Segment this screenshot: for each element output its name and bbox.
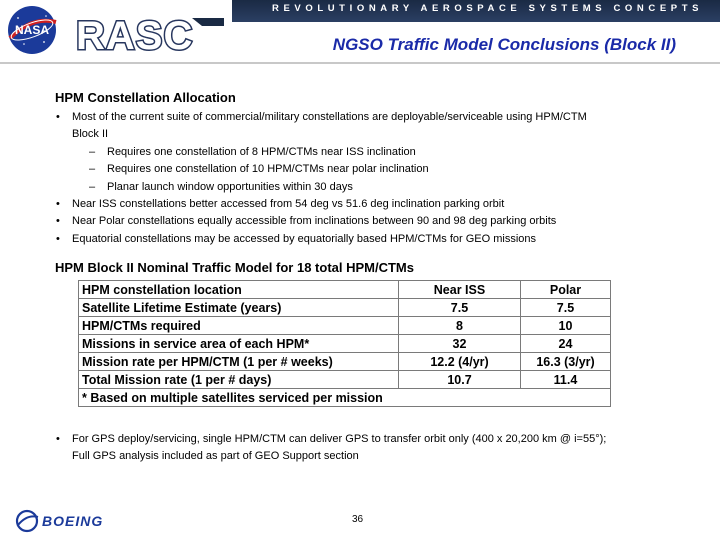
traffic-model-table: [78, 280, 611, 407]
bullet-item: • Near Polar constellations equally accessible from inclinations between 90 and 98 deg parking orbits: [55, 213, 705, 230]
table-cell: 10: [521, 317, 611, 335]
table-cell: Mission rate per HPM/CTM (1 per # weeks): [79, 353, 399, 371]
slide-title: NGSO Traffic Model Conclusions (Block II): [332, 35, 676, 54]
table-cell: 7.5: [521, 299, 611, 317]
boeing-wordmark: BOEING: [42, 513, 104, 529]
boeing-logo: [14, 508, 134, 534]
bullet-text: Most of the current suite of commercial/military constellations are deployable/serviceable using HPM/CTM: [72, 111, 587, 123]
svg-text:RASC: RASC: [76, 14, 194, 56]
nasa-logo: [4, 4, 60, 56]
table-cell: 8: [399, 317, 521, 335]
banner-text: REVOLUTIONARY AEROSPACE SYSTEMS CONCEPTS: [272, 3, 704, 14]
table-footnote-row: [79, 389, 611, 407]
sub-bullet-item: – Planar launch window opportunities within 30 days: [55, 179, 705, 196]
header-divider: [0, 62, 720, 64]
table-row: [79, 335, 611, 353]
table-row: [79, 353, 611, 371]
table-header-cell: Near ISS: [399, 281, 521, 299]
sub-bullet-item: – Requires one constellation of 8 HPM/CTMs near ISS inclination: [55, 144, 705, 161]
table-footnote: * Based on multiple satellites serviced per mission: [79, 389, 611, 407]
table-header-cell: Polar: [521, 281, 611, 299]
sub-bullet-item: – Requires one constellation of 10 HPM/CTMs near polar inclination: [55, 161, 705, 178]
table-cell: Missions in service area of each HPM*: [79, 335, 399, 353]
bullet-text-continued: Block II: [72, 128, 109, 141]
table-cell: 11.4: [521, 371, 611, 389]
rasc-logo: [74, 12, 224, 56]
table-row: [79, 371, 611, 389]
boeing-symbol-icon: [17, 511, 38, 531]
table-cell: 10.7: [399, 371, 521, 389]
section-heading-traffic-model: HPM Block II Nominal Traffic Model for 18 total HPM/CTMs: [55, 260, 414, 275]
table-row: [79, 317, 611, 335]
table-cell: Total Mission rate (1 per # days): [79, 371, 399, 389]
bullet-text-continued: Full GPS analysis included as part of GEO Support section: [72, 450, 359, 463]
bullet-item: • Near ISS constellations better accessed from 54 deg vs 51.6 deg inclination parking orbit: [55, 196, 705, 213]
bullet-item: • Equatorial constellations may be accessed by equatorially based HPM/CTMs for GEO missions: [55, 231, 705, 248]
table-cell: 16.3 (3/yr): [521, 353, 611, 371]
gps-bullet-list: [55, 431, 705, 466]
table-cell: 7.5: [399, 299, 521, 317]
bullet-item: [55, 431, 705, 466]
table-cell: 24: [521, 335, 611, 353]
table-cell: 12.2 (4/yr): [399, 353, 521, 371]
allocation-bullet-list: [55, 109, 705, 248]
table-cell: HPM/CTMs required: [79, 317, 399, 335]
table-cell: Satellite Lifetime Estimate (years): [79, 299, 399, 317]
table-row: [79, 299, 611, 317]
page-number: 36: [352, 514, 364, 525]
table-header-row: [79, 281, 611, 299]
slide-header: [0, 0, 720, 62]
table-cell: 32: [399, 335, 521, 353]
bullet-text: For GPS deploy/servicing, single HPM/CTM can deliver GPS to transfer orbit only (400 x 20,200 km @ i=55°);: [72, 433, 607, 445]
svg-text:NASA: NASA: [14, 23, 50, 37]
bullet-item: [55, 109, 705, 144]
table-header-cell: HPM constellation location: [79, 281, 399, 299]
section-heading-allocation: HPM Constellation Allocation: [55, 90, 236, 105]
